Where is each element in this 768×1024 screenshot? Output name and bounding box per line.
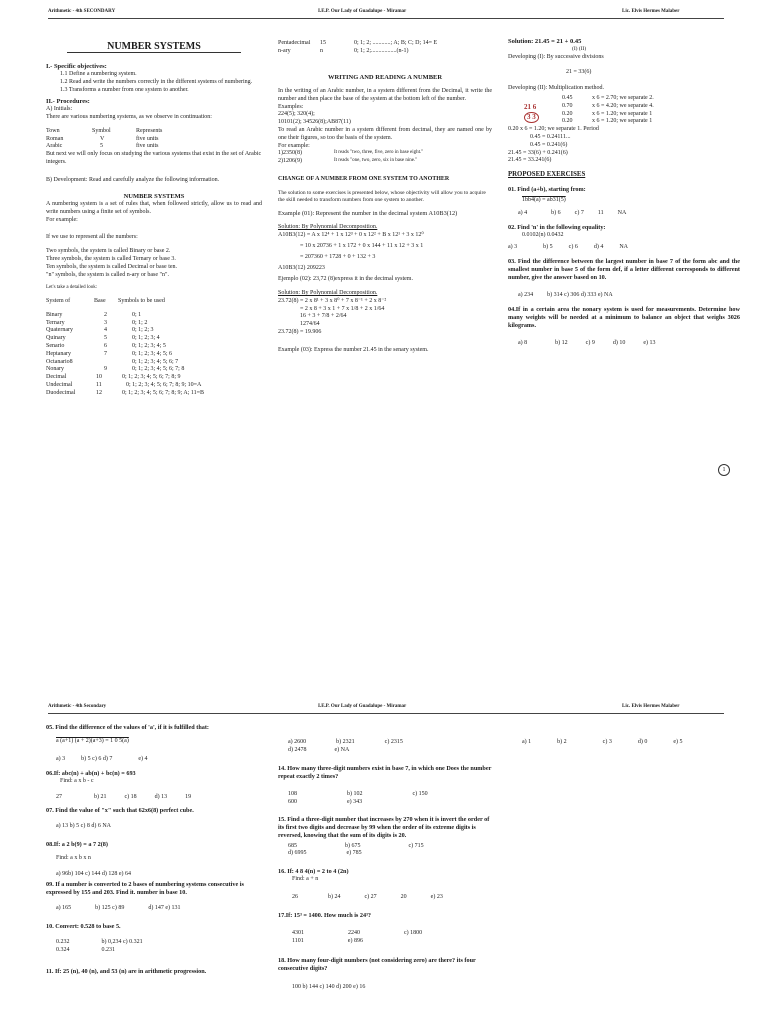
option: b) 6: [551, 209, 561, 216]
equation: 1bb4(a) = ab31(5): [522, 197, 566, 204]
example-02: Ejemplo (02): 23,72 (8)express it in the decimal system.: [278, 276, 413, 283]
question-07: 07. Find the value of "x" such that 62x6(8) perfect cube.: [46, 807, 194, 815]
answer-options: a) 13 b) 5 c) 8 d) 6 NA: [56, 823, 111, 830]
table-cell: V: [100, 135, 105, 142]
header-course: Arithmetic - 4th SECONDARY: [48, 9, 116, 14]
column-3: [508, 38, 740, 478]
wr-text: In the writing of an Arabic number, in a system different from the Decimal, it write the number and then place the base of the system at the bottom left of the number.: [278, 88, 492, 102]
answer-options: [288, 843, 492, 851]
table-cell: 15: [320, 40, 326, 46]
for-example: For example:: [46, 216, 78, 223]
objectives-heading: I.- Specific objectives:: [46, 63, 107, 70]
option: 1101: [292, 937, 304, 944]
table-cell: 5: [104, 335, 107, 342]
question-14: 14. How many three-digit numbers exist in base 7, in which one Does the number repeat exactly 2 times?: [278, 764, 492, 780]
question-06: 06.If: abc(n) + ab(n) + bc(n) = 693: [46, 769, 136, 777]
option: 11: [597, 209, 604, 216]
option: c) 7: [574, 209, 584, 216]
table-cell: Heptanary: [46, 350, 71, 357]
proposed-heading: PROPOSED EXERCISES: [508, 171, 586, 179]
option: a) 3: [56, 755, 66, 762]
table-cell: Town: [46, 127, 60, 134]
example-line: 10101(2); 34526(8);AB87(11): [278, 119, 351, 126]
header-course: Arithmetic - 4th Secondary: [48, 704, 107, 709]
option: d) 13: [154, 793, 168, 800]
table-cell: n: [320, 47, 323, 54]
table-header: Symbols to be used: [118, 297, 165, 304]
answer-options: [518, 340, 740, 348]
change-text: The solution to some exercises is presented below, whose objectivity will allow you to acquire the skill needed to transform numbers from one system to another.: [278, 189, 486, 203]
table-cell: 0; 1; 2; 3: [132, 327, 154, 334]
option: b) 5 c) 6 d) 7: [81, 755, 113, 762]
table-cell: Arabic: [46, 143, 63, 150]
question-02: 02. Find 'n' in the following equality:: [508, 223, 606, 231]
option: b) 0,234 c) 0.321: [101, 938, 143, 945]
page-title: NUMBER SYSTEMS: [46, 40, 262, 53]
option: NA: [619, 244, 629, 251]
find-line: Find: a x b - c: [60, 777, 94, 784]
answer-options: [56, 939, 262, 947]
question-10: 10. Convert: 0.528 to base 5.: [46, 922, 121, 930]
mult-step: x 6 = 2.70; we separate 2.: [592, 94, 654, 101]
calc-line: A10B3(12) = A x 12⁴ + 1 x 12³ + 0 x 12² + B x 12¹ + 3 x 12⁰: [278, 232, 424, 239]
answer-options: [56, 947, 262, 955]
option: d) 147 e) 131: [148, 904, 181, 911]
calc-line: 16 + 3 + 7/8 + 2/64: [300, 313, 347, 320]
dev2: Developing (II): Multiplication method.: [508, 85, 604, 92]
option: 19: [185, 793, 192, 800]
calc-line: = 2 x 8 + 3 x 1 + 7 x 1/8 + 2 x 1/64: [300, 305, 385, 312]
base-line: "n" symbols, the system is called n-ary or base "n".: [46, 271, 169, 278]
base-line: Three symbols, the system is called Ternary or base 3.: [46, 256, 176, 263]
option: a) 8: [518, 340, 528, 347]
table-cell: 7: [104, 350, 107, 357]
division-bottom: 3 3: [524, 112, 539, 123]
option: b) 5: [543, 244, 553, 251]
table-cell: Pentadecimal: [278, 40, 311, 46]
examples-label: Examples:: [278, 103, 304, 110]
table-cell: 5: [100, 143, 103, 150]
table-cell: Symbol: [92, 127, 111, 134]
mult-step: x 6 = 1.20; we separate 1: [592, 110, 653, 117]
answer-options: a) 96b) 104 c) 144 d) 128 e) 64: [56, 871, 131, 878]
table-cell: 11: [96, 381, 102, 388]
table-cell: 0; 1; 2; 3; 4; 5; 6; 7: [132, 358, 179, 365]
option: 4301: [292, 929, 304, 936]
table-cell: Quaternary: [46, 327, 73, 334]
table-cell: five units: [136, 143, 159, 150]
read-examples: [278, 150, 492, 166]
table-cell: 3: [104, 319, 107, 326]
answer-options: [292, 894, 492, 902]
option: 0.324: [56, 946, 70, 953]
option: d) 2478: [288, 746, 307, 753]
mult-value: 0.20: [562, 110, 573, 117]
answer-options: [292, 930, 492, 938]
option: a) 4: [518, 209, 528, 216]
header-school: I.E.P. Our Lady of Guadalupe - Miramar: [318, 9, 407, 14]
option: 27: [56, 793, 62, 800]
mult-value: 0.20: [562, 118, 573, 125]
objective-item: 1.3 Transforms a number from one system to another.: [60, 87, 189, 94]
answer-options: [518, 292, 740, 300]
question-05: 05. Find the difference of the values of 'a', if it is fulfilled that:: [46, 724, 209, 731]
option: e) 23: [430, 893, 443, 900]
option: c) 3: [602, 739, 612, 745]
table-cell: Octanario8: [46, 358, 73, 365]
option: e) 785: [346, 850, 362, 857]
objective-item: 1.1 Define a numbering system.: [60, 71, 137, 78]
table-header: System of: [46, 297, 71, 304]
option: d) 6995: [288, 850, 307, 857]
solution-line: Solution: 21.45 = 21 + 0.45: [508, 38, 582, 45]
option: 0.232: [56, 938, 70, 945]
header-school: I.E.P. Our Lady of Guadalupe - Miramar: [318, 704, 407, 709]
option: e) 5: [673, 739, 683, 745]
dev1-result: 21 = 33(6): [566, 69, 592, 76]
option: c) 27: [364, 893, 377, 900]
solution-01: Solution: By Polynomial Decomposition.: [278, 224, 378, 231]
column-1: [46, 722, 262, 1024]
find-line: Find: a x b x n: [56, 855, 91, 862]
option: b) 12: [555, 340, 568, 347]
option: c) 18: [124, 793, 137, 800]
answer-options: [508, 244, 740, 252]
read-text-item: It reads "one, two, zero, six in base nine.": [334, 158, 418, 164]
detailed-look: Let's take a detailed look:: [46, 285, 98, 291]
ns-definition: A numbering system is a set of rules that, when followed strictly, allow us to read and write numbers using a finite set of symbols.: [46, 201, 262, 215]
option: b) 314 c) 306 d) 333 e) NA: [547, 292, 613, 299]
answer-options: [288, 799, 492, 807]
systems-table: [46, 298, 262, 306]
question-17: 17.If: 15³ = 1400. How much is 24³?: [278, 911, 372, 919]
option: a) 2600: [288, 739, 307, 745]
focus-text: But next we will only focus on studying the various systems that exist in the set of Arabic integers.: [46, 151, 262, 166]
calc-line: 23.72(8) = 19.906: [278, 329, 322, 336]
question-09: 09. If a number is converted to 2 bases of numbering systems consecutive is expressed by 155 and 203. Find it. number in base 10.: [46, 880, 244, 896]
option: e) 13: [643, 340, 656, 347]
option: 26: [292, 893, 298, 900]
section-heading: CHANGE OF A NUMBER FROM ONE SYSTEM TO ANOTHER: [278, 176, 450, 182]
find-line: Find: a + n: [292, 876, 319, 883]
option: 20: [400, 893, 407, 900]
table-cell: Undecimal: [46, 381, 73, 388]
read-text-item: It reads "two, three, five, zero in base eight.": [334, 150, 424, 156]
option: c) 2315: [384, 739, 403, 745]
calc-line: = 207360 + 1728 + 0 + 132 + 3: [300, 253, 376, 260]
result-line: 0.45 = 0.241(6): [530, 141, 568, 148]
table-cell: Binary: [46, 311, 63, 318]
mult-step: x 6 = 4.20; we separate 4.: [592, 102, 654, 109]
calc-line: = 10 x 20736 + 1 x 172 + 0 x 144 + 11 x 12 + 3 x 1: [300, 242, 424, 249]
initials-label: A) Initials:: [46, 106, 73, 113]
question-04: 04.If in a certain area the nonary system is used for measurements. Determine how many weights will be needed at a minimum to balance an object that weighs 3026 kilograms.: [508, 306, 740, 330]
pent-row: [278, 40, 492, 56]
option: e) 343: [347, 798, 363, 805]
table-cell: 0; 1; 2; 3; 4; 5; 6; 7; 8; 9; A; 11=B: [122, 389, 205, 396]
table-cell: 10: [96, 374, 102, 381]
answer-options: [56, 756, 262, 764]
objective-item: 1.2 Read and write the numbers correctly in the different systems of numbering.: [60, 79, 253, 86]
answer-options: [288, 747, 492, 755]
mult-value: 0.70: [562, 102, 573, 109]
question-03: 03. Find the difference between the largest number in base 7 of the form abc and the smallest number in base 5 of the form def, if a letter different corresponds to different number, give the answer based on 10.: [508, 258, 740, 282]
table-cell: Quinary: [46, 335, 66, 342]
column-1: [46, 36, 262, 466]
page-header: [48, 7, 724, 19]
option: b) 2: [557, 739, 567, 745]
option: c) 1800: [404, 929, 423, 936]
table-cell: five units: [136, 135, 159, 142]
mult-step: x 6 = 1.20; we separate 1: [592, 118, 653, 125]
answer-options: [288, 850, 492, 858]
table-cell: 0; 1; 2; 3; 4: [132, 335, 160, 342]
table-cell: 0; 1; 2: [132, 319, 148, 326]
column-3: [522, 734, 754, 774]
option: e) 896: [347, 937, 363, 944]
read-number: 1)2350(8): [278, 150, 302, 157]
mult-value: 0.45: [562, 94, 573, 101]
option: d) 0: [637, 739, 648, 745]
option: c) 9: [585, 340, 595, 347]
division-sketch: [524, 103, 539, 123]
section-heading: NUMBER SYSTEMS: [123, 192, 185, 200]
calc-line: A10B3(12) 209223: [278, 265, 325, 272]
question-15: 15. Find a three-digit number that increases by 270 when it is invert the order of its first two digits and decrease by 99 when the order of its extreme digits is reversed, knowing that the sum of its digits is 20.: [278, 816, 490, 840]
table-cell: n-ary: [278, 47, 291, 54]
read-text: To read an Arabic number in a system different from decimal, they are named one by one their figures, so too the basis of the system.: [278, 127, 492, 141]
column-2: [278, 734, 492, 1024]
answer-options: [56, 794, 262, 802]
section-heading: WRITING AND READING A NUMBER: [327, 73, 443, 81]
page-number: 1: [718, 464, 730, 476]
systems-table-body: [46, 312, 262, 398]
question-18: 18. How many four-digit numbers (not considering zero) are there? its four consecutive digits?: [278, 957, 476, 973]
option: a) 165: [56, 904, 72, 911]
option: 0.231: [101, 946, 115, 953]
option: 108: [288, 790, 297, 797]
part-labels: (I) (II): [572, 46, 587, 53]
answer-options: [288, 739, 492, 747]
answer-options: [56, 905, 262, 913]
header-teacher: Lic. Elvis Hermes Malaber: [622, 9, 680, 14]
table-cell: 0; 1; 2; ............; A; B; C; D; 14= E: [354, 40, 438, 46]
period-line: 0.20 x 6 = 1.20; we separate 1. Period: [508, 126, 599, 133]
option: c) 715: [408, 842, 424, 849]
division-top: 21 6: [524, 102, 537, 111]
table-cell: 0; 1; 2; 3; 4; 5; 6; 7; 8: [132, 366, 185, 373]
option: e) 4: [138, 755, 148, 762]
table-cell: 2: [104, 311, 107, 318]
option: NA: [617, 209, 627, 216]
option: b) 675: [345, 842, 361, 849]
page-2: [0, 512, 768, 1024]
table-cell: 0; 1; 2; 3; 4; 5; 6; 7; 8; 9; 10=A: [126, 381, 202, 388]
equation: 0.0102(n) 0.0432: [522, 231, 564, 238]
example-03: Example (03): Express the number 21.45 in the senary system.: [278, 346, 429, 353]
example-01: Example (01): Represent the number in the decimal system A10B3(12): [278, 210, 458, 218]
header-teacher: Lic. Elvis Hermes Malaber: [622, 704, 680, 709]
option: 685: [288, 842, 297, 849]
symbol-table: [46, 128, 262, 151]
procedures-heading: II.- Procedures:: [46, 97, 90, 105]
option: a) 3: [508, 244, 518, 251]
table-cell: Ternary: [46, 319, 65, 326]
table-cell: [94, 359, 118, 367]
answer-options: [288, 791, 492, 799]
table-cell: Decimal: [46, 374, 67, 381]
calc-line: 1274/64: [300, 321, 320, 328]
table-cell: 6: [104, 342, 107, 349]
option: c) 6: [568, 244, 578, 251]
base-line: Ten symbols, the system is called Decimal or base ten.: [46, 263, 178, 270]
result-line: 0.45 = 0.24111...: [530, 133, 571, 140]
multiplication-block: [508, 95, 740, 126]
for-example: For example:: [278, 142, 310, 149]
table-cell: 12: [96, 389, 102, 396]
question-16: 16. If: 4 8 4(n) = 2 to 4 (2n): [278, 868, 349, 876]
answer-options: [518, 210, 740, 218]
table-cell: Represents: [136, 127, 163, 134]
if-we-use: If we use to represent all the numbers:: [46, 234, 138, 241]
table-cell: Roman: [46, 135, 64, 142]
table-cell: Nonary: [46, 366, 64, 373]
example-line: 224(5); 320(4);: [278, 111, 315, 118]
question-01: 01. Find (a+b), starting from:: [508, 185, 586, 193]
question-08: 08.If: a 2 b(9) = a 7 2(8): [46, 841, 108, 849]
equation: a (a+1) (a + 2)(a+3) = 1 0 5(a): [56, 738, 129, 745]
page-header: [48, 702, 724, 714]
table-cell: 0; 1; 2; 3; 4; 5; 6; 7; 8; 9: [122, 374, 181, 381]
answer-options: 100 b) 144 c) 140 d) 200 e) 16: [292, 983, 366, 990]
table-cell: 0; 1; 2; 3; 4; 5: [132, 342, 166, 349]
answer-options: [292, 938, 492, 946]
option: 600: [288, 798, 297, 805]
option: a) 1: [522, 739, 532, 745]
mult-rows: [562, 95, 740, 126]
option: b) 125 c) 89: [95, 904, 125, 911]
table-header: Base: [94, 297, 106, 304]
option: a) 234: [518, 292, 534, 299]
result-line: 21.45 = 33.241(6): [508, 157, 552, 164]
option: d) 4: [593, 244, 604, 251]
option: d) 10: [612, 340, 626, 347]
option: 2240: [348, 929, 360, 936]
table-cell: Senario: [46, 342, 65, 349]
initials-text: There are various numbering systems, as we observe in continuation:: [46, 114, 212, 121]
answer-options: [522, 739, 754, 747]
option: b) 2321: [336, 739, 355, 745]
column-2: [278, 40, 492, 470]
dev1: Developing (I): By successive divisions: [508, 53, 604, 60]
calc-line: 23.72(8) = 2 x 8¹ + 3 x 8⁰ + 7 x 8⁻¹ + 2 x 8⁻²: [278, 297, 387, 304]
table-cell: 9: [104, 366, 107, 373]
table-cell: 0; 1; 2;.................(n-1): [354, 47, 409, 54]
option: b) 102: [347, 790, 363, 797]
result-line: 21.45 = 33(6) + 0.241(6): [508, 149, 568, 156]
table-cell: 0; 1; 2; 3; 4; 5; 6: [132, 350, 173, 357]
option: e) NA: [334, 746, 350, 753]
table-cell: 0; 1: [132, 311, 142, 318]
option: c) 150: [412, 790, 428, 797]
solution-02: Solution: By Polynomial Decomposition.: [278, 290, 378, 297]
option: b) 21: [94, 793, 107, 800]
base-line: Two symbols, the system is called Binary or base 2.: [46, 248, 171, 255]
option: b) 24: [328, 893, 341, 900]
read-number: 2)1206(9): [278, 158, 302, 165]
table-cell: 4: [104, 327, 107, 334]
table-cell: Duodecimal: [46, 389, 76, 396]
development-text: B) Development: Read and carefully analyze the following information.: [46, 176, 220, 183]
question-11: 11. If: 25 (n), 40 (n), and 53 (n) are in arithmetic progression.: [46, 968, 207, 976]
